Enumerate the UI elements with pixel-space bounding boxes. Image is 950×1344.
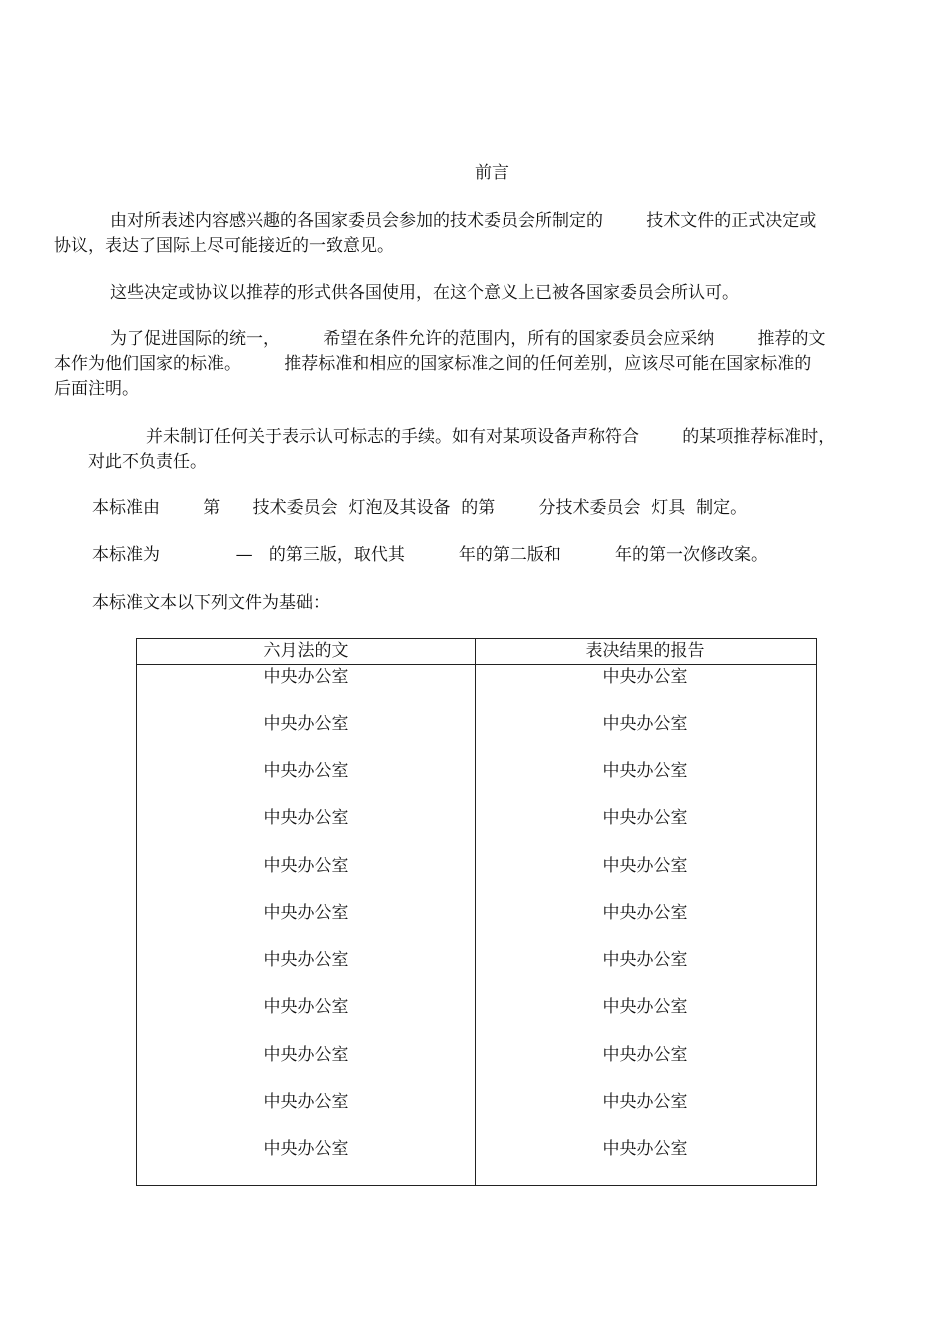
table-cell-r11-left: 中央办公室 [263, 1139, 349, 1159]
paragraph-3-line-2: 本作为他们国家的标准。 推荐标准和相应的国家标准之间的任何差别，应该尽可能在国家标准的 [54, 354, 812, 374]
table-cell-r1-right: 中央办公室 [602, 667, 688, 687]
table-cell-r5-right: 中央办公室 [602, 856, 688, 876]
table-cell-r10-left: 中央办公室 [263, 1092, 349, 1112]
table-cell-r2-right: 中央办公室 [602, 714, 688, 734]
paragraph-4-line-2: 对此不负责任。 [88, 452, 207, 472]
paragraph-3-line-3: 后面注明。 [54, 379, 139, 399]
paragraph-4-line-1: 并未制订任何关于表示认可标志的手续。如有对某项设备声称符合 的某项推荐标准时， [146, 427, 836, 447]
table-cell-r9-right: 中央办公室 [602, 1045, 688, 1065]
table-cell-r8-left: 中央办公室 [263, 997, 349, 1017]
paragraph-2-line-1: 这些决定或协议以推荐的形式供各国使用，在这个意义上已被各国家委员会所认可。 [110, 283, 739, 303]
paragraph-3-line-1: 为了促进国际的统一， 希望在条件允许的范围内，所有的国家委员会应采纳 推荐的文 [110, 329, 826, 349]
paragraph-1-line-1: 由对所表述内容感兴趣的各国家委员会参加的技术委员会所制定的 技术文件的正式决定或 [110, 211, 817, 231]
table-header-left: 六月法的文 [263, 641, 349, 661]
paragraph-5-line-1: 本标准由 第 技术委员会 灯泡及其设备 的第 分技术委员会 灯具 制定。 [92, 498, 748, 518]
paragraph-6-line-1: 本标准为 — 的第三版，取代其 年的第二版和 年的第一次修改案。 [92, 545, 768, 565]
table-cell-r1-left: 中央办公室 [263, 667, 349, 687]
table-cell-r9-left: 中央办公室 [263, 1045, 349, 1065]
table-cell-r11-right: 中央办公室 [602, 1139, 688, 1159]
table-cell-r4-left: 中央办公室 [263, 808, 349, 828]
table-header-rule [137, 664, 816, 665]
table-cell-r3-right: 中央办公室 [602, 761, 688, 781]
table-cell-r6-left: 中央办公室 [263, 903, 349, 923]
table-cell-r8-right: 中央办公室 [602, 997, 688, 1017]
paragraph-7-line-1: 本标准文本以下列文件为基础： [92, 593, 330, 613]
table-cell-r4-right: 中央办公室 [602, 808, 688, 828]
table-header-right: 表决结果的报告 [585, 641, 705, 661]
table-cell-r10-right: 中央办公室 [602, 1092, 688, 1112]
table-cell-r5-left: 中央办公室 [263, 856, 349, 876]
table-cell-r6-right: 中央办公室 [602, 903, 688, 923]
page-title: 前言 [475, 163, 509, 183]
table-cell-r7-left: 中央办公室 [263, 950, 349, 970]
table-cell-r7-right: 中央办公室 [602, 950, 688, 970]
document-table [136, 638, 817, 1186]
table-cell-r3-left: 中央办公室 [263, 761, 349, 781]
paragraph-1-line-2: 协议，表达了国际上尽可能接近的一致意见。 [54, 236, 394, 256]
table-cell-r2-left: 中央办公室 [263, 714, 349, 734]
